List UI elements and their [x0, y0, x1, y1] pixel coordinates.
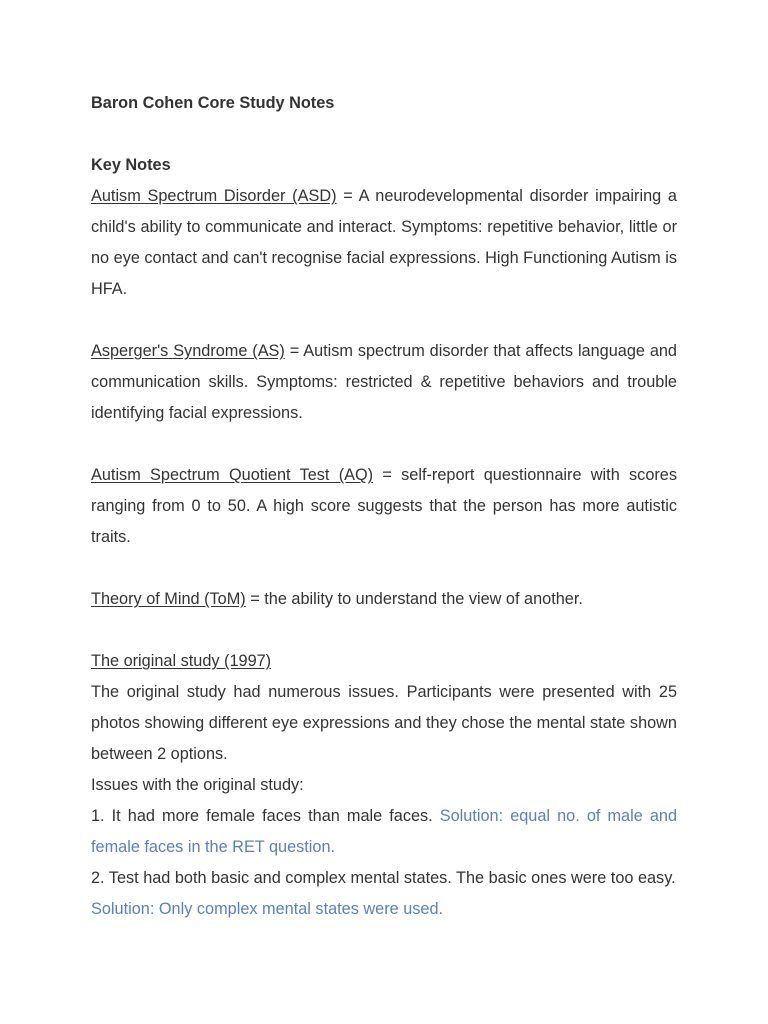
definition-term: Asperger's Syndrome (AS): [91, 342, 285, 360]
definition-text: = A neurodevelopmental disorder impairing a child's ability to communicate and interact. Symptoms: repetitive behavior, little or no eye contact and can't recognise facial expressions. High Functioning Autism is HFA.: [91, 187, 677, 298]
spacer: [91, 305, 677, 336]
issue-solution: Solution: Only complex mental states were used.: [91, 900, 444, 918]
definition-text: = self-report questionnaire with scores ranging from 0 to 50. A high score suggests that the person has more autistic traits.: [91, 466, 677, 546]
spacer: [91, 119, 677, 150]
issue-item-1: [91, 801, 677, 863]
document-page: [91, 88, 677, 925]
original-study-description: The original study had numerous issues. Participants were presented with 25 photos showing different eye expressions and they chose the mental state shown between 2 options.: [91, 683, 677, 763]
issue-solution: Solution: equal no. of male and female faces in the RET question.: [91, 807, 678, 856]
definition-text: = the ability to understand the view of another.: [245, 590, 583, 608]
spacer: [91, 615, 677, 646]
spacer: [91, 429, 677, 460]
spacer: [91, 553, 677, 584]
definition-aq: [91, 460, 677, 553]
definition-tom: [91, 584, 677, 615]
definition-term: Autism Spectrum Quotient Test (AQ): [91, 466, 374, 484]
definition-asd: [91, 181, 677, 305]
issues-intro: Issues with the original study:: [91, 776, 304, 794]
definition-term: Theory of Mind (ToM): [91, 590, 246, 608]
issue-item-2: [91, 863, 677, 925]
document-title: Baron Cohen Core Study Notes: [91, 94, 335, 112]
definition-term: Autism Spectrum Disorder (ASD): [91, 187, 337, 205]
issue-text: 2. Test had both basic and complex mental states. The basic ones were too easy.: [91, 869, 676, 887]
definition-text: = Autism spectrum disorder that affects language and communication skills. Symptoms: restricted & repetitive behaviors and trouble identifying facial expressions.: [91, 342, 677, 422]
definition-as: [91, 336, 677, 429]
section-heading: The original study (1997): [91, 652, 272, 670]
key-notes-heading: Key Notes: [91, 156, 171, 174]
original-study-heading: [91, 646, 677, 677]
issue-text: 1. It had more female faces than male faces.: [91, 807, 440, 825]
